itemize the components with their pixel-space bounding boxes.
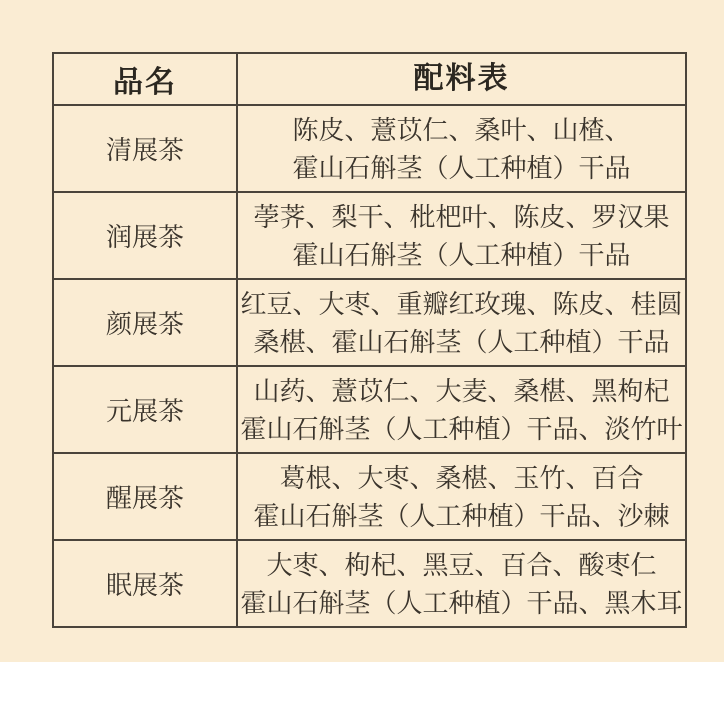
header-ingredients: 配料表 [413, 62, 510, 95]
table-header-row [54, 54, 685, 104]
ingredients-line-2: 霍山石斛茎（人工种植）干品、沙棘 [253, 500, 670, 531]
ingredients-line-1: 大枣、枸杞、黑豆、百合、酸枣仁 [266, 549, 657, 580]
header-product-name: 品名 [54, 54, 238, 104]
product-name: 醒展茶 [54, 454, 238, 539]
table-row-run [54, 191, 685, 278]
ingredients-line-1: 山药、薏苡仁、大麦、桑椹、黑枸杞 [253, 375, 670, 406]
table-row-yuan [54, 365, 685, 452]
table-row-yan [54, 278, 685, 365]
table-row-qing [54, 104, 685, 191]
table-row-xing [54, 452, 685, 539]
product-name: 颜展茶 [54, 280, 238, 365]
ingredients-cell [238, 193, 685, 278]
ingredients-line-2: 霍山石斛茎（人工种植）干品 [292, 152, 631, 183]
ingredients-cell [238, 280, 685, 365]
ingredients-line-1: 红豆、大枣、重瓣红玫瑰、陈皮、桂圆 [240, 288, 683, 319]
ingredients-cell [238, 367, 685, 452]
ingredients-line-2: 霍山石斛茎（人工种植）干品、淡竹叶 [240, 413, 683, 444]
ingredients-line-2: 霍山石斛茎（人工种植）干品、黑木耳 [240, 587, 683, 618]
ingredients-line-2: 霍山石斛茎（人工种植）干品 [292, 239, 631, 270]
product-name: 润展茶 [54, 193, 238, 278]
product-name: 眠展茶 [54, 541, 238, 626]
ingredients-line-2: 桑椹、霍山石斛茎（人工种植）干品 [253, 326, 670, 357]
ingredients-cell [238, 454, 685, 539]
ingredient-table [52, 52, 687, 628]
product-name: 元展茶 [54, 367, 238, 452]
ingredients-cell [238, 541, 685, 626]
ingredients-line-1: 荸荠、梨干、枇杷叶、陈皮、罗汉果 [253, 201, 670, 232]
ingredients-cell [238, 106, 685, 191]
ingredients-line-1: 陈皮、薏苡仁、桑叶、山楂、 [292, 114, 631, 145]
table-row-mian [54, 539, 685, 626]
product-name: 清展茶 [54, 106, 238, 191]
ingredients-line-1: 葛根、大枣、桑椹、玉竹、百合 [279, 462, 644, 493]
